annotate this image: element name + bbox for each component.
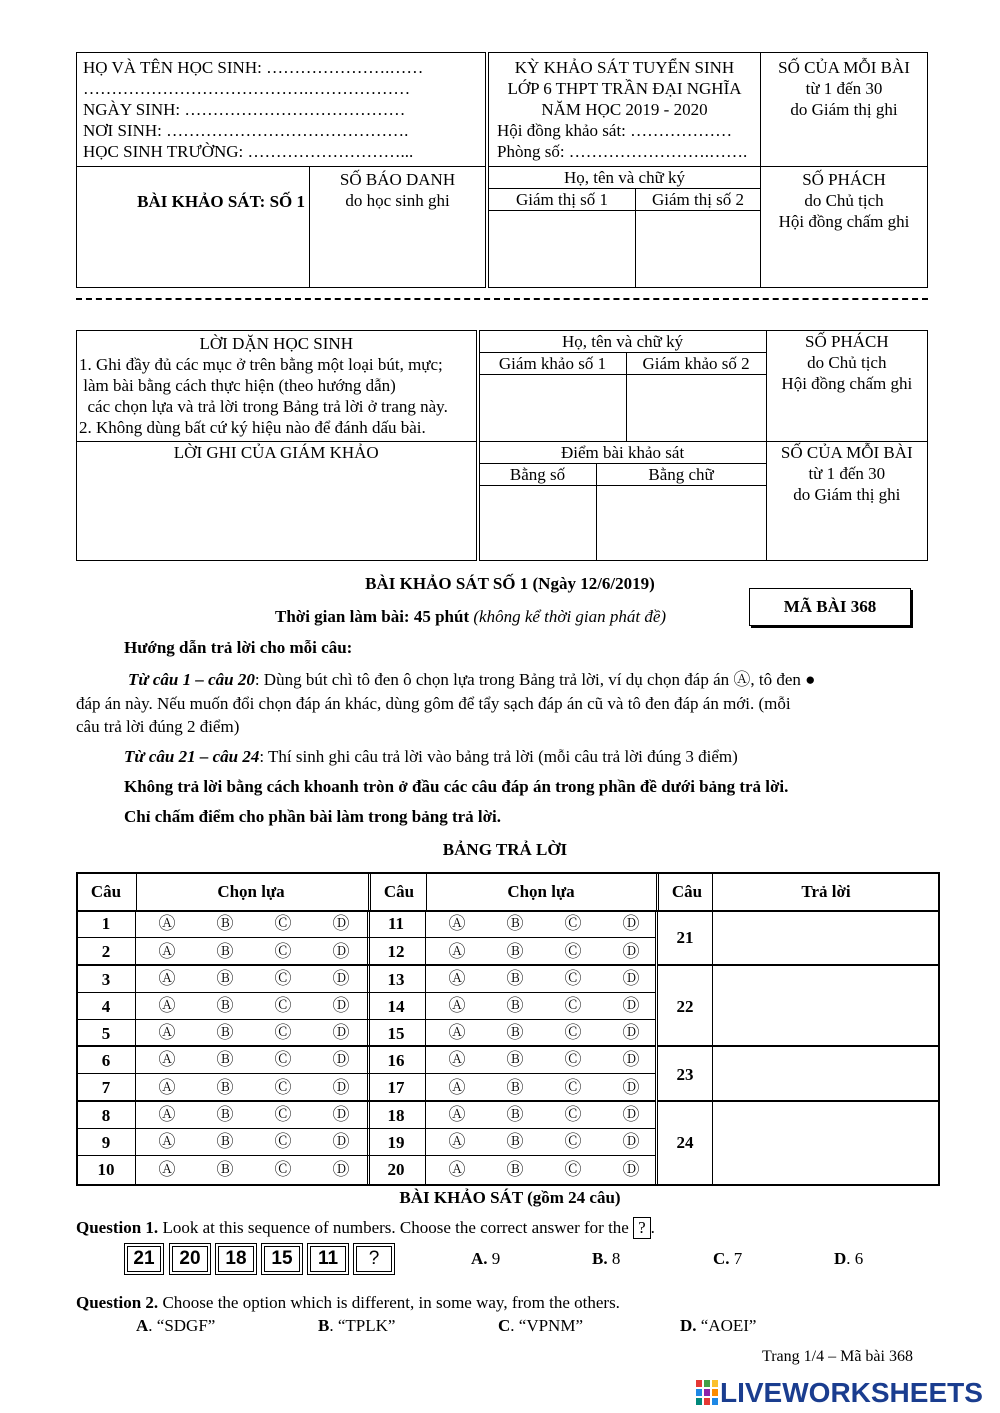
sequence-box-2: 20 <box>169 1243 211 1275</box>
q1-option-a-value: 9 <box>487 1249 501 1268</box>
answer-table-title: BẢNG TRẢ LỜI <box>442 840 568 859</box>
question-number: 2 <box>101 942 111 961</box>
candidate-number-title: SỐ BÁO DANH <box>339 170 456 189</box>
answer-bubble-b[interactable]: Ⓑ <box>506 1023 524 1043</box>
answer-bubble-a[interactable]: Ⓐ <box>448 914 466 934</box>
q1-option-c[interactable] <box>713 1248 742 1269</box>
question-number: 9 <box>101 1133 111 1152</box>
question-number: 7 <box>101 1078 111 1097</box>
sequence-box-6: ? <box>353 1243 395 1275</box>
answer-bubble-b[interactable]: Ⓑ <box>506 969 524 989</box>
question-1-label: Question 1. <box>76 1218 159 1237</box>
candidate-number-note: do học sinh ghi <box>345 191 450 210</box>
answer-bubble-b[interactable]: Ⓑ <box>216 1105 234 1125</box>
q2-option-b-label: B <box>318 1316 330 1335</box>
score-words-label: Bằng chữ <box>597 464 766 486</box>
answer-bubble-a[interactable]: Ⓐ <box>448 969 466 989</box>
answer-bubble-d[interactable]: Ⓓ <box>332 1078 350 1098</box>
secret-code-note-1: do Chủ tịch <box>804 191 884 210</box>
question-1: Question 1. Look at this sequence of numbers. Choose the correct answer for the ? . <box>76 1218 655 1237</box>
answer-bubble-b[interactable]: Ⓑ <box>506 1050 524 1070</box>
answer-bubble-a[interactable]: Ⓐ <box>158 1132 176 1152</box>
answer-bubble-c[interactable]: Ⓒ <box>274 1023 292 1043</box>
liveworksheets-logo-icon <box>696 1380 718 1406</box>
answer-bubble-d[interactable]: Ⓓ <box>622 1132 640 1152</box>
q1-option-a-label: A. <box>471 1249 488 1268</box>
answer-bubble-a[interactable]: Ⓐ <box>158 1050 176 1070</box>
score-cell <box>478 442 767 561</box>
answer-bubble-b[interactable]: Ⓑ <box>506 1160 524 1180</box>
answer-table-header <box>78 874 938 912</box>
guide-1-text: : Dùng bút chì tô đen ô chọn lựa trong Bảng trả lời, ví dụ chọn đáp án Ⓐ, tô đen ● <box>254 670 816 689</box>
question-number: 20 <box>387 1160 405 1179</box>
answer-bubble-a[interactable]: Ⓐ <box>448 942 466 962</box>
answer-bubble-a[interactable]: Ⓐ <box>448 996 466 1016</box>
instruction-1-cont: làm bài bằng cách thực hiện (theo hướng dẫn) <box>79 376 396 395</box>
answer-bubble-a[interactable]: Ⓐ <box>158 1078 176 1098</box>
paper-number-range-2: từ 1 đến 30 <box>808 464 886 483</box>
paper-number-note: do Giám thị ghi <box>790 100 898 119</box>
exam-time <box>275 607 666 627</box>
question-number: 23 <box>676 1065 694 1084</box>
q2-option-d[interactable] <box>680 1315 756 1336</box>
student-info-cell <box>77 53 488 167</box>
score-words-column <box>597 464 766 560</box>
paper-number-note-2: do Giám thị ghi <box>793 485 901 504</box>
proctor-signature-cell <box>487 167 761 288</box>
bold-note-1: Không trả lời bằng cách khoanh tròn ở đầu các câu đáp án trong phần đề dưới bảng trả lời. <box>124 777 789 796</box>
q2-option-d-value: “AOEI” <box>696 1316 757 1335</box>
instruction-2: 2. Không dùng bất cứ ký hiệu nào để đánh dấu bài. <box>79 418 426 437</box>
sequence-box-1: 21 <box>124 1243 164 1275</box>
sequence-box-4: 15 <box>261 1243 303 1275</box>
answer-bubble-a[interactable]: Ⓐ <box>448 1160 466 1180</box>
answer-bubble-a[interactable]: Ⓐ <box>158 1160 176 1180</box>
answer-bubble-c[interactable]: Ⓒ <box>564 1105 582 1125</box>
survey-title: BÀI KHẢO SÁT (gồm 24 câu) <box>399 1188 621 1207</box>
q2-option-c-value: . “VPNM” <box>510 1316 583 1335</box>
guide-1-line-3: câu trả lời đúng 2 điểm) <box>76 717 240 736</box>
examiner-signature-cell <box>478 331 767 442</box>
question-number: 14 <box>387 997 405 1016</box>
birth-date-field: NGÀY SINH: ………………………………… <box>83 100 406 119</box>
answer-bubble-b[interactable]: Ⓑ <box>506 1105 524 1125</box>
student-instructions-cell <box>77 331 478 442</box>
q1-option-c-value: 7 <box>729 1249 743 1268</box>
secret-code-title: SỐ PHÁCH <box>802 170 886 189</box>
score-number-label: Bằng số <box>480 464 596 486</box>
answer-bubble-b[interactable]: Ⓑ <box>216 1050 234 1070</box>
answer-bubble-a[interactable]: Ⓐ <box>448 1105 466 1125</box>
answer-bubble-b[interactable]: Ⓑ <box>216 1023 234 1043</box>
answer-bubble-d[interactable]: Ⓓ <box>622 1023 640 1043</box>
examiner-2-column <box>627 353 766 441</box>
answer-bubble-a[interactable]: Ⓐ <box>448 1132 466 1152</box>
answer-bubble-c[interactable]: Ⓒ <box>564 914 582 934</box>
exam-title-line-3: NĂM HỌC 2019 - 2020 <box>541 100 708 119</box>
q2-option-c[interactable] <box>498 1315 583 1336</box>
answer-bubble-a[interactable]: Ⓐ <box>158 969 176 989</box>
q1-option-c-label: C. <box>713 1249 730 1268</box>
answer-bubble-c[interactable]: Ⓒ <box>564 942 582 962</box>
examiner-1-label: Giám khảo số 1 <box>480 353 626 375</box>
instructions-title: LỜI DẶN HỌC SINH <box>199 334 353 353</box>
council-field: Hội đồng khảo sát: ……………… <box>497 121 733 140</box>
examiner-1-column <box>480 353 627 441</box>
question-2 <box>76 1292 620 1313</box>
answer-bubble-a[interactable]: Ⓐ <box>448 1078 466 1098</box>
score-number-column <box>480 464 597 560</box>
answer-bubble-a[interactable]: Ⓐ <box>158 1023 176 1043</box>
proctor-2-column <box>636 189 760 287</box>
exam-title-line-2: LỚP 6 THPT TRẦN ĐẠI NGHĨA <box>507 79 742 98</box>
answer-bubble-c[interactable]: Ⓒ <box>274 1132 292 1152</box>
paper-number-cell-2 <box>766 442 927 561</box>
answer-bubble-b[interactable]: Ⓑ <box>216 914 234 934</box>
exam-time-note: (không kể thời gian phát đề) <box>473 607 667 626</box>
question-number: 19 <box>387 1133 405 1152</box>
guide-1-line-1 <box>128 669 815 690</box>
liveworksheets-logo[interactable] <box>696 1378 983 1408</box>
secret-code-cell <box>761 167 928 288</box>
guide-1-range: Từ câu 1 – câu 20 <box>128 670 255 689</box>
secret-code-note-4: Hội đồng chấm ghi <box>781 374 913 393</box>
student-name-continuation: ………………………………….……………… <box>83 79 411 98</box>
answer-bubble-c[interactable]: Ⓒ <box>274 1105 292 1125</box>
school-field: HỌC SINH TRƯỜNG: ………………………... <box>83 142 414 161</box>
answer-bubble-d[interactable]: Ⓓ <box>332 942 350 962</box>
answer-bubble-b[interactable]: Ⓑ <box>506 1132 524 1152</box>
q1-option-b-value: 8 <box>607 1249 621 1268</box>
col-header-cau-2: Câu <box>368 874 427 910</box>
answer-bubble-a[interactable]: Ⓐ <box>158 914 176 934</box>
answer-bubble-b[interactable]: Ⓑ <box>216 1160 234 1180</box>
bold-note-2: Chỉ chấm điểm cho phần bài làm trong bảng trả lời. <box>124 807 502 826</box>
answer-bubble-b[interactable]: Ⓑ <box>216 1078 234 1098</box>
answer-bubble-d[interactable]: Ⓓ <box>332 914 350 934</box>
question-number: 3 <box>101 970 111 989</box>
answer-bubble-a[interactable]: Ⓐ <box>158 942 176 962</box>
answer-bubble-c[interactable]: Ⓒ <box>274 996 292 1016</box>
q2-option-a-label: A <box>136 1316 149 1335</box>
question-number: 8 <box>101 1106 111 1125</box>
answer-bubble-d[interactable]: Ⓓ <box>332 1050 350 1070</box>
signature-title: Họ, tên và chữ ký <box>489 167 760 189</box>
examiner-notes-title: LỜI GHI CỦA GIÁM KHẢO <box>173 443 379 462</box>
question-number: 16 <box>387 1051 405 1070</box>
guide-2-line <box>124 746 738 767</box>
column-divider <box>135 910 136 1184</box>
answer-bubble-c[interactable]: Ⓒ <box>274 969 292 989</box>
guide-2-text: : Thí sinh ghi câu trả lời vào bảng trả lời (mỗi câu trả lời đúng 3 điểm) <box>259 747 738 766</box>
q2-option-d-label: D. <box>680 1316 697 1335</box>
examiner-2-label: Giám khảo số 2 <box>627 353 766 375</box>
answer-bubble-b[interactable]: Ⓑ <box>216 969 234 989</box>
col-header-chon-2: Chọn lựa <box>426 874 655 910</box>
answer-bubble-b[interactable]: Ⓑ <box>506 1078 524 1098</box>
examiner-signature-title: Họ, tên và chữ ký <box>480 331 766 353</box>
answer-bubble-d[interactable]: Ⓓ <box>332 1160 350 1180</box>
q1-option-b-label: B. <box>592 1249 608 1268</box>
answer-bubble-d[interactable]: Ⓓ <box>622 1160 640 1180</box>
answer-bubble-c[interactable]: Ⓒ <box>564 1023 582 1043</box>
answer-bubble-d[interactable]: Ⓓ <box>622 1105 640 1125</box>
answer-bubble-d[interactable]: Ⓓ <box>332 969 350 989</box>
exam-info-cell <box>487 53 761 167</box>
header-table <box>76 52 928 288</box>
answer-bubble-c[interactable]: Ⓒ <box>274 914 292 934</box>
paper-number-range: từ 1 đến 30 <box>805 79 883 98</box>
exam-time-label: Thời gian làm bài: 45 phút <box>275 607 470 626</box>
question-number: 22 <box>676 997 694 1016</box>
birth-place-field: NƠI SINH: ……………………………………. <box>83 121 409 140</box>
exam-title: BÀI KHẢO SÁT SỐ 1 (Ngày 12/6/2019) <box>365 574 655 593</box>
secret-code-cell-2 <box>766 331 927 442</box>
examiner-notes-cell <box>77 442 478 561</box>
question-number: 13 <box>387 970 405 989</box>
guide-1-line-2: đáp án này. Nếu muốn đổi chọn đáp án khác, dùng gôm để tẩy sạch đáp án cũ và tô đen đáp án mới. (mỗi <box>76 694 791 713</box>
exam-code-box: MÃ BÀI 368 <box>749 588 911 626</box>
answer-bubble-d[interactable]: Ⓓ <box>622 1078 640 1098</box>
proctor-1-label: Giám thị số 1 <box>489 189 635 211</box>
question-number: 4 <box>101 997 111 1016</box>
secret-code-title-2: SỐ PHÁCH <box>805 332 889 351</box>
q1-option-d[interactable] <box>834 1248 863 1269</box>
q1-option-b[interactable] <box>592 1248 620 1269</box>
question-number: 1 <box>101 914 111 933</box>
answer-bubble-c[interactable]: Ⓒ <box>564 1050 582 1070</box>
answer-bubble-d[interactable]: Ⓓ <box>332 1105 350 1125</box>
q2-option-b[interactable] <box>318 1315 395 1336</box>
q2-option-a[interactable] <box>136 1315 215 1336</box>
sequence-box-3: 18 <box>215 1243 257 1275</box>
answer-bubble-b[interactable]: Ⓑ <box>216 996 234 1016</box>
secret-code-note-2: Hội đồng chấm ghi <box>778 212 910 231</box>
answer-bubble-b[interactable]: Ⓑ <box>506 914 524 934</box>
q2-option-a-value: . “SDGF” <box>148 1316 216 1335</box>
answer-field[interactable] <box>714 966 936 1045</box>
answer-bubble-c[interactable]: Ⓒ <box>564 996 582 1016</box>
instruction-1: 1. Ghi đầy đủ các mục ở trên bằng một loại bút, mực; <box>79 355 443 374</box>
question-number: 24 <box>676 1133 694 1152</box>
col-header-cau-1: Câu <box>90 882 122 901</box>
secret-code-note-3: do Chủ tịch <box>807 353 887 372</box>
answer-bubble-d[interactable]: Ⓓ <box>332 1023 350 1043</box>
answer-bubble-c[interactable]: Ⓒ <box>274 942 292 962</box>
grading-table <box>76 330 928 561</box>
answer-bubble-d[interactable]: Ⓓ <box>622 1050 640 1070</box>
question-number: 11 <box>387 914 405 933</box>
student-name-field: HỌ VÀ TÊN HỌC SINH: ………………….…… <box>83 58 424 77</box>
question-number: 12 <box>387 942 405 961</box>
answer-bubble-b[interactable]: Ⓑ <box>506 996 524 1016</box>
column-divider <box>367 910 370 1184</box>
paper-number-cell <box>761 53 928 167</box>
answer-bubble-b[interactable]: Ⓑ <box>216 1132 234 1152</box>
proctor-2-label: Giám thị số 2 <box>636 189 760 211</box>
q1-option-a[interactable] <box>471 1248 500 1269</box>
question-number: 6 <box>101 1051 111 1070</box>
answer-bubble-d[interactable]: Ⓓ <box>332 1132 350 1152</box>
guide-2-range: Từ câu 21 – câu 24 <box>124 747 260 766</box>
exam-number-cell <box>77 167 488 288</box>
room-field: Phòng số: …………………….……. <box>497 142 748 161</box>
guide-title: Hướng dẫn trả lời cho mỗi câu: <box>124 638 353 657</box>
answer-bubble-c[interactable]: Ⓒ <box>274 1078 292 1098</box>
question-number: 10 <box>97 1160 115 1179</box>
answer-bubble-b[interactable]: Ⓑ <box>216 942 234 962</box>
question-number: 21 <box>676 928 694 947</box>
answer-bubble-d[interactable]: Ⓓ <box>332 996 350 1016</box>
answer-bubble-d[interactable]: Ⓓ <box>622 914 640 934</box>
liveworksheets-logo-text: LIVEWORKSHEETS <box>720 1377 983 1408</box>
question-number: 5 <box>101 1024 111 1043</box>
answer-bubble-c[interactable]: Ⓒ <box>274 1050 292 1070</box>
answer-bubble-b[interactable]: Ⓑ <box>506 942 524 962</box>
answer-bubble-a[interactable]: Ⓐ <box>158 1105 176 1125</box>
answer-bubble-a[interactable]: Ⓐ <box>158 996 176 1016</box>
instruction-1-cont-2: các chọn lựa và trả lời trong Bảng trả lời ở trang này. <box>79 397 448 416</box>
proctor-1-column <box>489 189 636 287</box>
column-divider <box>425 910 426 1184</box>
question-mark-box: ? <box>633 1217 651 1239</box>
answer-bubble-d[interactable]: Ⓓ <box>622 969 640 989</box>
q2-option-c-label: C <box>498 1316 511 1335</box>
sequence-box-5: 11 <box>307 1243 349 1275</box>
q1-option-d-value: . 6 <box>846 1249 864 1268</box>
paper-number-title: SỐ CỦA MỖI BÀI <box>778 58 910 77</box>
answer-table <box>76 872 940 1186</box>
cut-line <box>76 298 928 300</box>
col-header-tra-loi: Trả lời <box>712 874 939 910</box>
answer-field[interactable] <box>714 910 936 964</box>
answer-bubble-a[interactable]: Ⓐ <box>448 1023 466 1043</box>
question-1-text: Look at this sequence of numbers. Choose the correct answer for the <box>158 1218 629 1237</box>
question-number: 18 <box>387 1106 405 1125</box>
q2-option-b-value: . “TPLK” <box>329 1316 396 1335</box>
page-footer: Trang 1/4 – Mã bài 368 <box>762 1348 913 1365</box>
exam-number-label: BÀI KHẢO SÁT: SỐ 1 <box>137 192 305 211</box>
candidate-number-cell <box>309 167 485 287</box>
question-number: 15 <box>387 1024 405 1043</box>
col-header-cau-3: Câu <box>656 874 715 910</box>
col-header-chon-1: Chọn lựa <box>136 874 365 910</box>
question-number: 17 <box>387 1078 405 1097</box>
question-2-text: Choose the option which is different, in some way, from the others. <box>158 1293 620 1312</box>
q1-option-d-label: D <box>834 1249 847 1268</box>
answer-bubble-c[interactable]: Ⓒ <box>564 969 582 989</box>
answer-field[interactable] <box>714 1102 936 1182</box>
answer-field[interactable] <box>714 1047 936 1100</box>
paper-number-title-2: SỐ CỦA MỖI BÀI <box>780 443 913 462</box>
answer-bubble-a[interactable]: Ⓐ <box>448 1050 466 1070</box>
answer-bubble-c[interactable]: Ⓒ <box>564 1160 582 1180</box>
answer-bubble-c[interactable]: Ⓒ <box>564 1078 582 1098</box>
score-title: Điểm bài khảo sát <box>480 442 766 464</box>
answer-bubble-d[interactable]: Ⓓ <box>622 942 640 962</box>
answer-bubble-d[interactable]: Ⓓ <box>622 996 640 1016</box>
answer-bubble-c[interactable]: Ⓒ <box>564 1132 582 1152</box>
exam-title-line-1: KỲ KHẢO SÁT TUYỂN SINH <box>514 58 735 77</box>
answer-bubble-c[interactable]: Ⓒ <box>274 1160 292 1180</box>
question-2-label: Question 2. <box>76 1293 159 1312</box>
